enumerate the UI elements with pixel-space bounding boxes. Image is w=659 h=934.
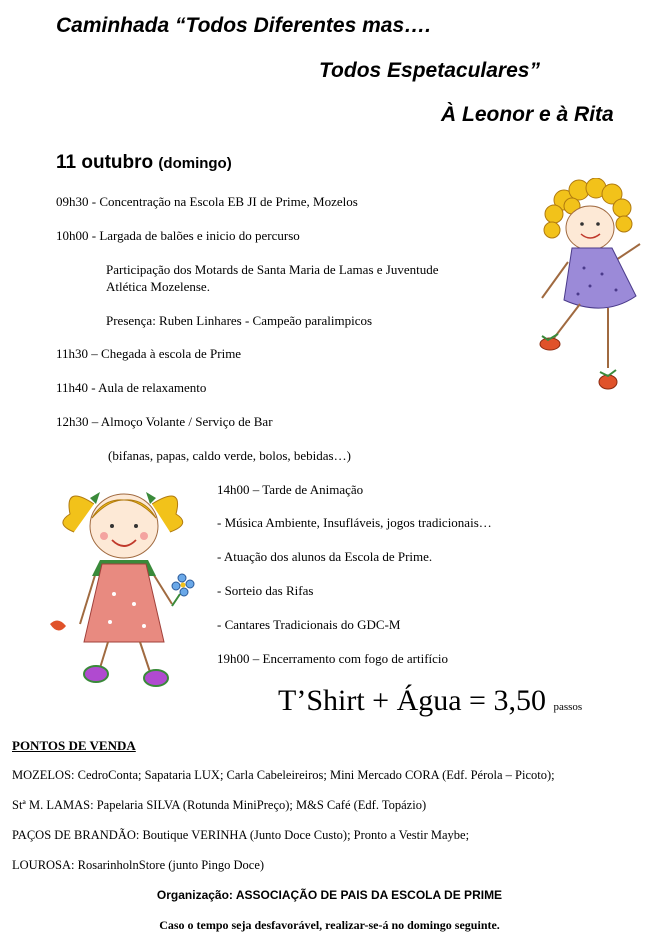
program-line: - Música Ambiente, Insufláveis, jogos tradicionais… [217,515,492,530]
title-line-1: Caminhada “Todos Diferentes mas…. [56,14,431,37]
event-date [56,152,232,174]
price-unit: passos [553,701,583,713]
price-main: T’Shirt + Água = 3,50 [278,684,546,717]
sales-line: MOZELOS: CedroConta; Sapataria LUX; Carla Cabeleireiros; Mini Mercado CORA (Edf. Pérola – Picoto); [12,768,555,782]
program-line: 09h30 - Concentração na Escola EB JI de Prime, Mozelos [56,194,358,209]
sales-line: Stª M. LAMAS: Papelaria SILVA (Rotunda MiniPreço); M&S Café (Edf. Topázio) [12,798,427,812]
event-date-main: 11 outubro [56,152,154,173]
program-line: - Sorteio das Rifas [217,583,314,598]
program-line: (bifanas, papas, caldo verde, bolos, bebidas…) [108,448,351,463]
footer-note: Caso o tempo seja desfavorável, realizar-se-á no domingo seguinte. [159,918,500,932]
title-line-3: À Leonor e à Rita [441,103,614,126]
program-line: Participação dos Motards de Santa Maria de Lamas e Juventude [106,262,439,277]
program-line: 11h40 - Aula de relaxamento [56,380,207,395]
sales-line: LOUROSA: RosarinholnStore (junto Pingo Doce) [12,858,265,872]
program-line: Atlética Mozelense. [106,279,210,294]
event-date-day: (domingo) [158,155,232,172]
program-line: 10h00 - Largada de balões e inicio do percurso [56,228,300,243]
program-line: - Cantares Tradicionais do GDC-M [217,617,401,632]
sales-line: PAÇOS DE BRANDÃO: Boutique VERINHA (Junto Doce Custo); Pronto a Vestir Maybe; [12,828,470,842]
girl-purple-dress-illustration [524,178,654,402]
title-line-2: Todos Espetaculares” [319,59,540,82]
girl-red-dress-illustration [44,474,200,698]
sales-heading: PONTOS DE VENDA [12,738,136,753]
organization: Organização: ASSOCIAÇÃO DE PAIS DA ESCOLA DE PRIME [156,888,503,902]
program-line: Presença: Ruben Linhares - Campeão paralimpicos [106,313,373,328]
program-line: 12h30 – Almoço Volante / Serviço de Bar [56,414,273,429]
program-line: - Atuação dos alunos da Escola de Prime. [217,549,433,564]
program-line: 11h30 – Chegada à escola de Prime [56,346,242,361]
program-line: 19h00 – Encerramento com fogo de artifício [217,651,449,666]
program-line: 14h00 – Tarde de Animação [217,482,364,497]
price-label [278,684,582,718]
